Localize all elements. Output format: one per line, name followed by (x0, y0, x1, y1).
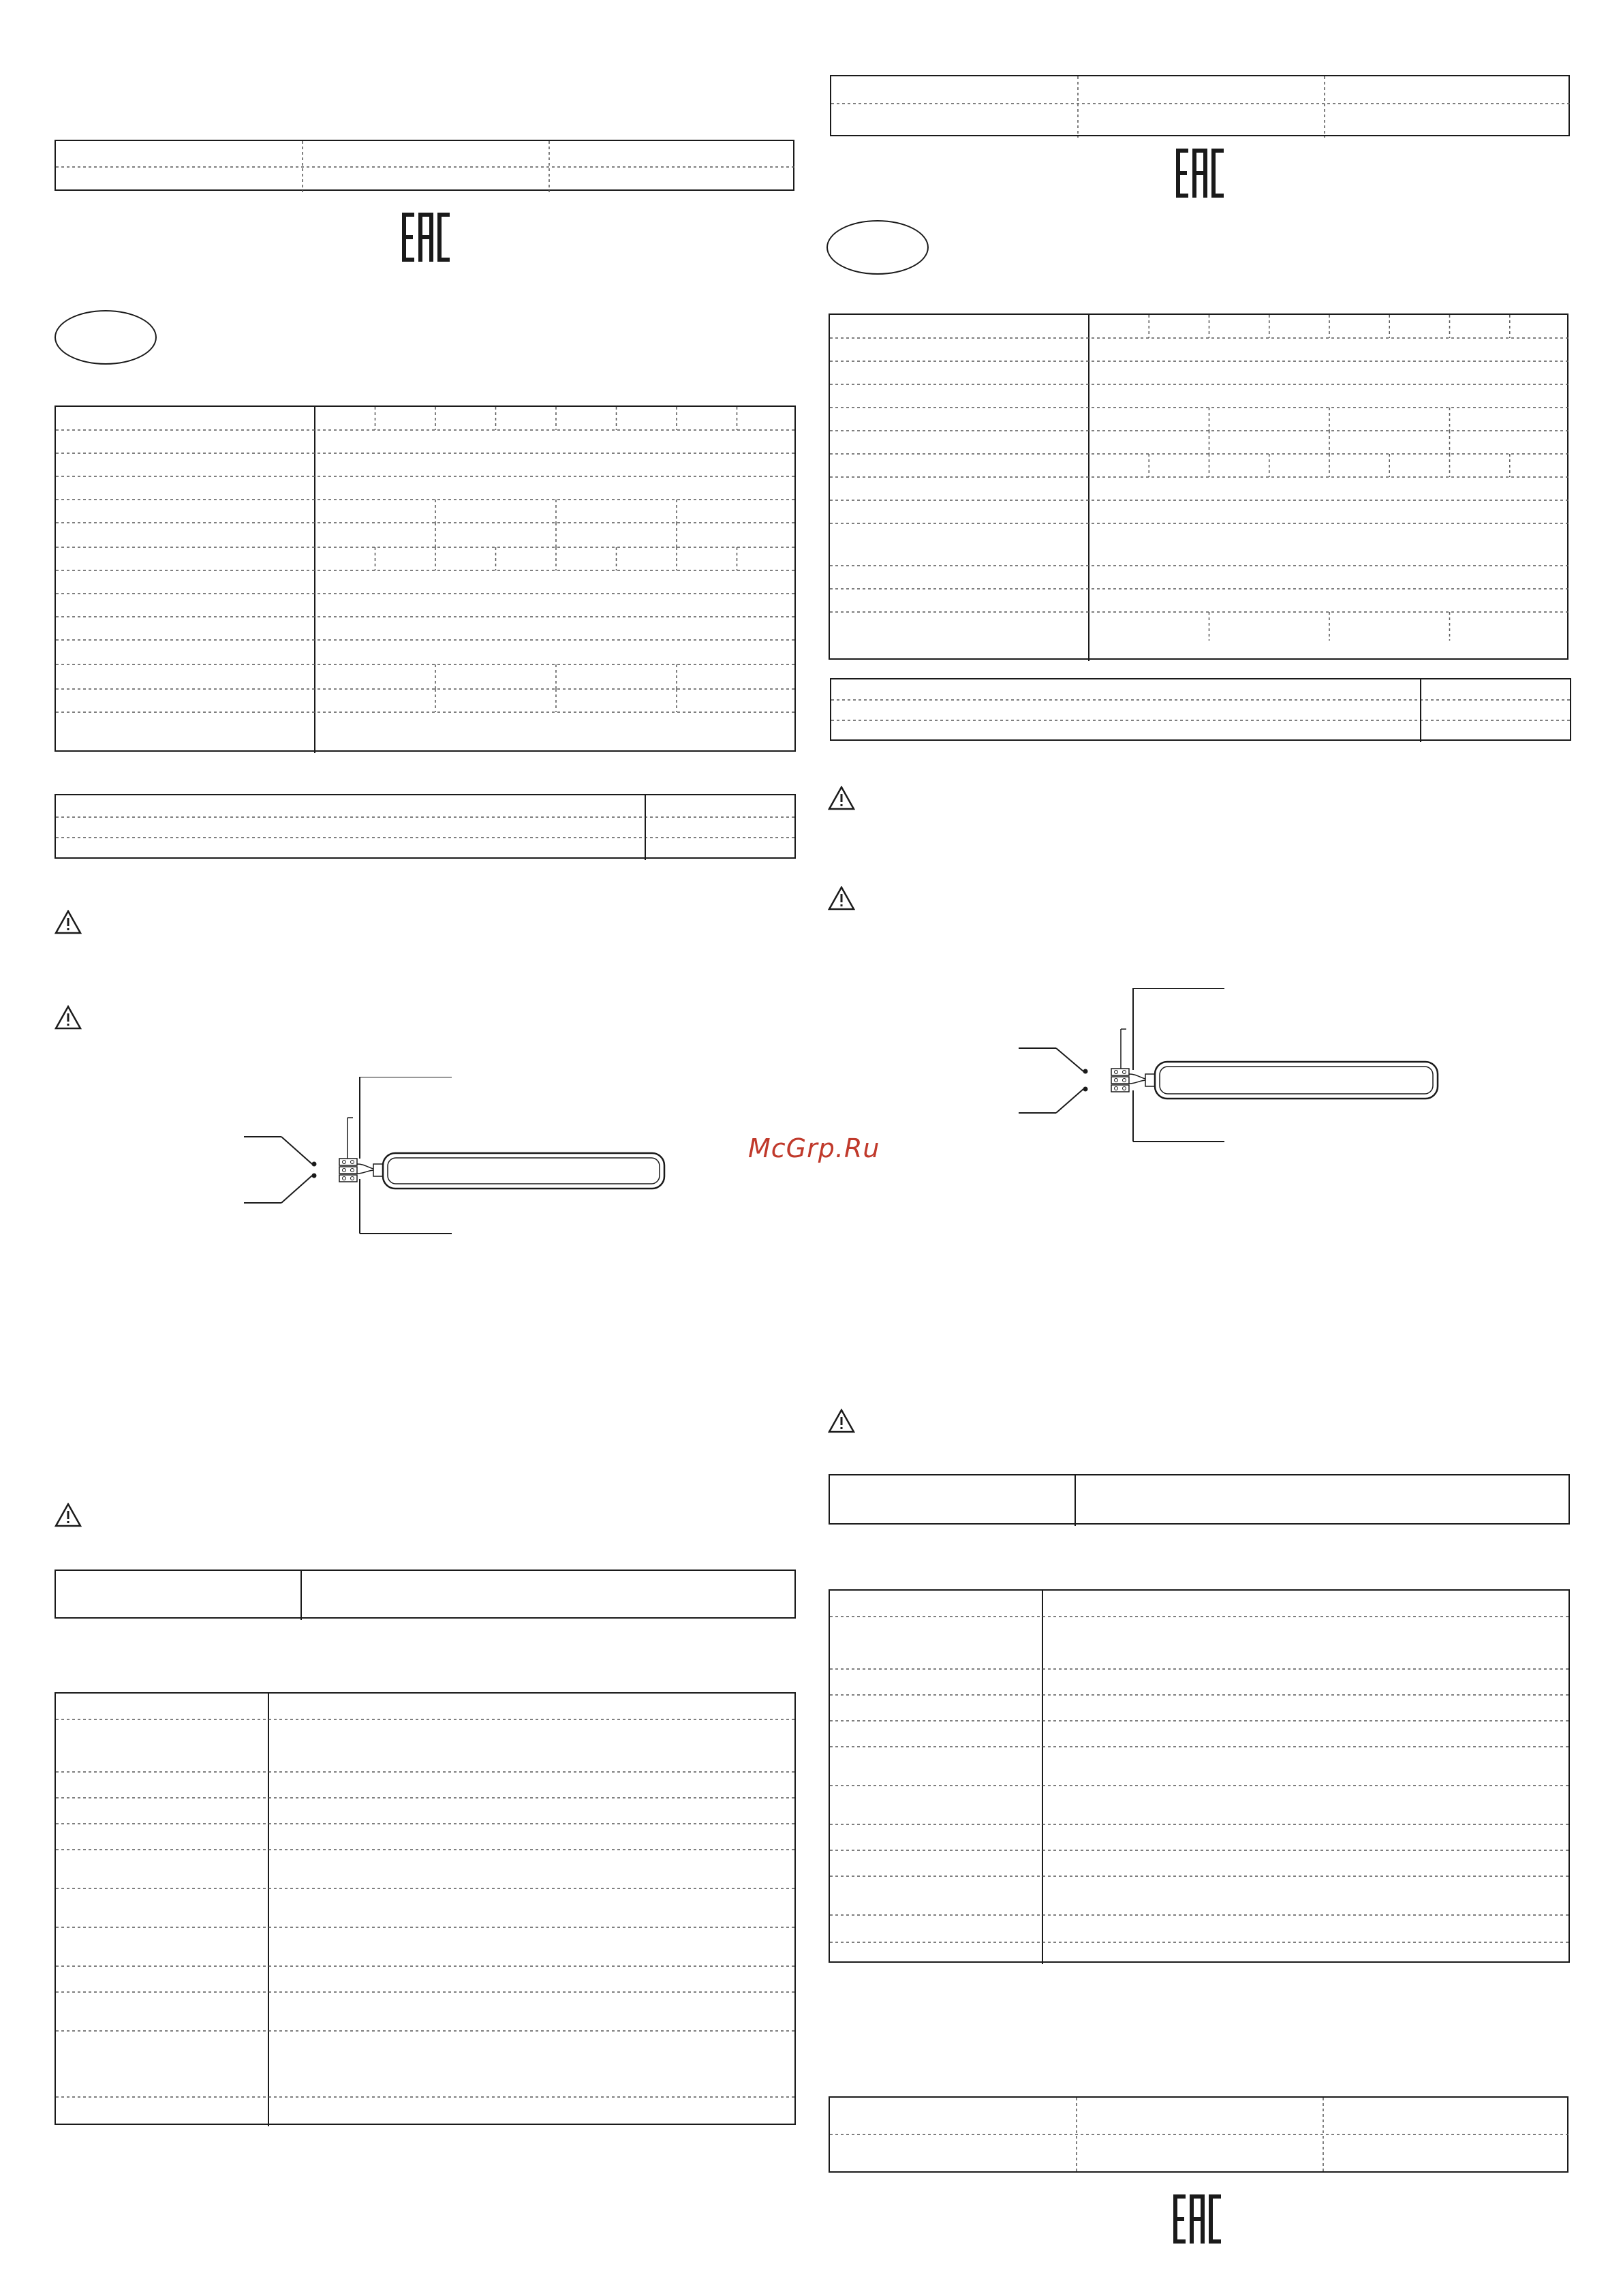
footer-table-right (829, 2096, 1568, 2173)
eac-mark (1176, 149, 1224, 198)
header-table-right (830, 75, 1570, 136)
warning-triangle-icon (55, 1005, 82, 1030)
language-badge-oval (55, 310, 157, 365)
summary-table-left (55, 794, 796, 859)
watermark: McGrp.Ru (748, 1133, 880, 1163)
language-badge-oval (826, 220, 929, 275)
info-table-left (55, 1570, 796, 1619)
details-table-right (829, 1589, 1570, 1963)
eac-mark (1173, 2194, 1221, 2244)
warning-triangle-icon (828, 1409, 855, 1433)
heater-wiring-diagram (244, 1077, 666, 1254)
warning-triangle-icon (828, 886, 855, 910)
header-table-left (55, 140, 794, 191)
spec-table-left (55, 405, 796, 752)
heater-wiring-diagram (1019, 988, 1441, 1165)
warning-triangle-icon (55, 910, 82, 934)
spec-table-right (829, 313, 1568, 660)
warning-triangle-icon (55, 1503, 82, 1527)
summary-table-right (830, 678, 1571, 741)
info-table-right (829, 1474, 1570, 1525)
details-table-left (55, 1692, 796, 2125)
eac-mark (402, 213, 450, 262)
warning-triangle-icon (828, 786, 855, 810)
